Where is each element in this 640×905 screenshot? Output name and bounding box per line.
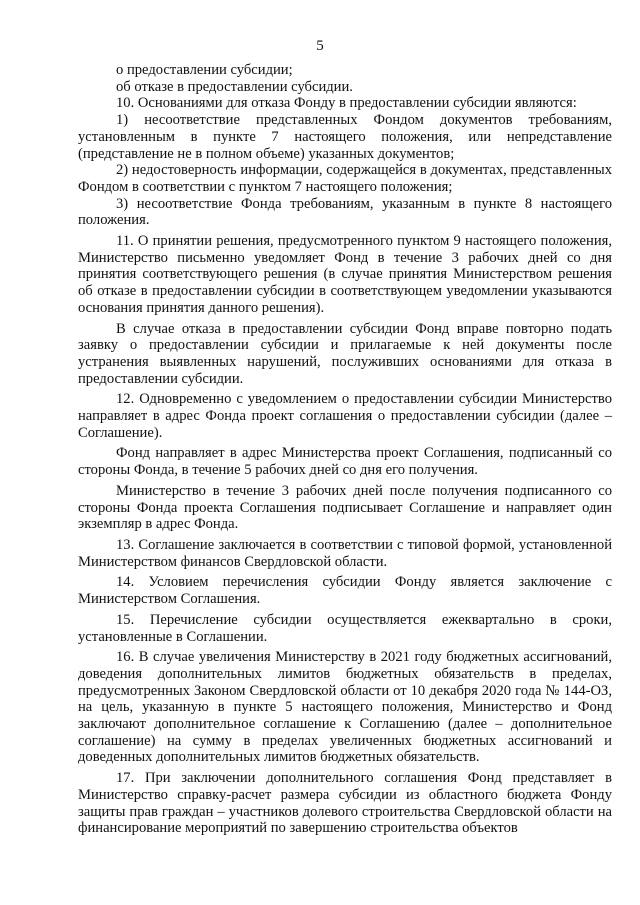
paragraph: 10. Основаниями для отказа Фонду в предоставлении субсидии являются: xyxy=(116,95,577,112)
page-number: 5 xyxy=(316,38,324,54)
paragraph: 15. Перечисление субсидии осуществляется ежеквартально в сроки, установленные в Соглашении. xyxy=(78,611,612,645)
paragraph: 12. Одновременно с уведомлением о предоставлении субсидии Министерство направляет в адрес Фонда проект соглашения о предоставлении субсидии (далее – Соглашение). xyxy=(78,391,612,441)
paragraph: 2) недостоверность информации, содержащейся в документах, представленных Фондом в соответствии с пунктом 7 настоящего положения; xyxy=(78,162,612,195)
paragraph: Министерство в течение 3 рабочих дней после получения подписанного со стороны Фонда проекта Соглашения подписывает Соглашение и направляет один экземпляр в адрес Фонда. xyxy=(78,482,612,533)
paragraph: об отказе в предоставлении субсидии. xyxy=(116,78,353,95)
paragraph: В случае отказа в предоставлении субсидии Фонд вправе повторно подать заявку о предоставлении субсидии и прилагаемые к ней документы после устранения выявленных нарушений, послуживших основаниями для отказа в предоставлении субсидии. xyxy=(78,320,612,387)
paragraph: 16. В случае увеличения Министерству в 2021 году бюджетных ассигнований, доведения дополнительных лимитов бюджетных обязательств в пределах, предусмотренных Законом Свердловской области от 10 декабря 2020 года № 144-ОЗ, на цель, указанную в пункте 5 настоящего положения, Министерство и Фонд заключают дополнительное соглашение к Соглашению (далее – дополнительное соглашение) на сумму в пределах увеличенных бюджетных ассигнований и доведенных дополнительных лимитов бюджетных обязательств. xyxy=(78,649,612,766)
paragraph: 1) несоответствие представленных Фондом документов требованиям, установленным в пункте 7 настоящего положения, или непредставление (представление не в полном объеме) указанных документов; xyxy=(78,112,612,162)
paragraph: 14. Условием перечисления субсидии Фонду является заключение с Министерством Соглашения. xyxy=(78,574,612,608)
paragraph: 3) несоответствие Фонда требованиям, указанным в пункте 8 настоящего положения. xyxy=(78,195,612,229)
paragraph: Фонд направляет в адрес Министерства проект Соглашения, подписанный со стороны Фонда, в течение 5 рабочих дней со дня его получения. xyxy=(78,445,612,479)
paragraph: 17. При заключении дополнительного соглашения Фонд представляет в Министерство справку-расчет размера субсидии из областного бюджета Фонду защиты прав граждан – участников долевого строительства Свердловской области на финансирование мероприятий по завершению строительства объектов xyxy=(78,770,612,837)
document-body xyxy=(78,62,612,837)
paragraph: о предоставлении субсидии; xyxy=(116,62,293,78)
paragraph: 11. О принятии решения, предусмотренного пунктом 9 настоящего положения, Министерство письменно уведомляет Фонд в течение 3 рабочих дней со дня принятия соответствующего решения (в случае принятия Министерством решения об отказе в предоставлении субсидии в соответствующем уведомлении указываются основания принятия данного решения). xyxy=(78,233,612,316)
paragraph: 13. Соглашение заключается в соответствии с типовой формой, установленной Министерством финансов Свердловской области. xyxy=(78,536,612,570)
